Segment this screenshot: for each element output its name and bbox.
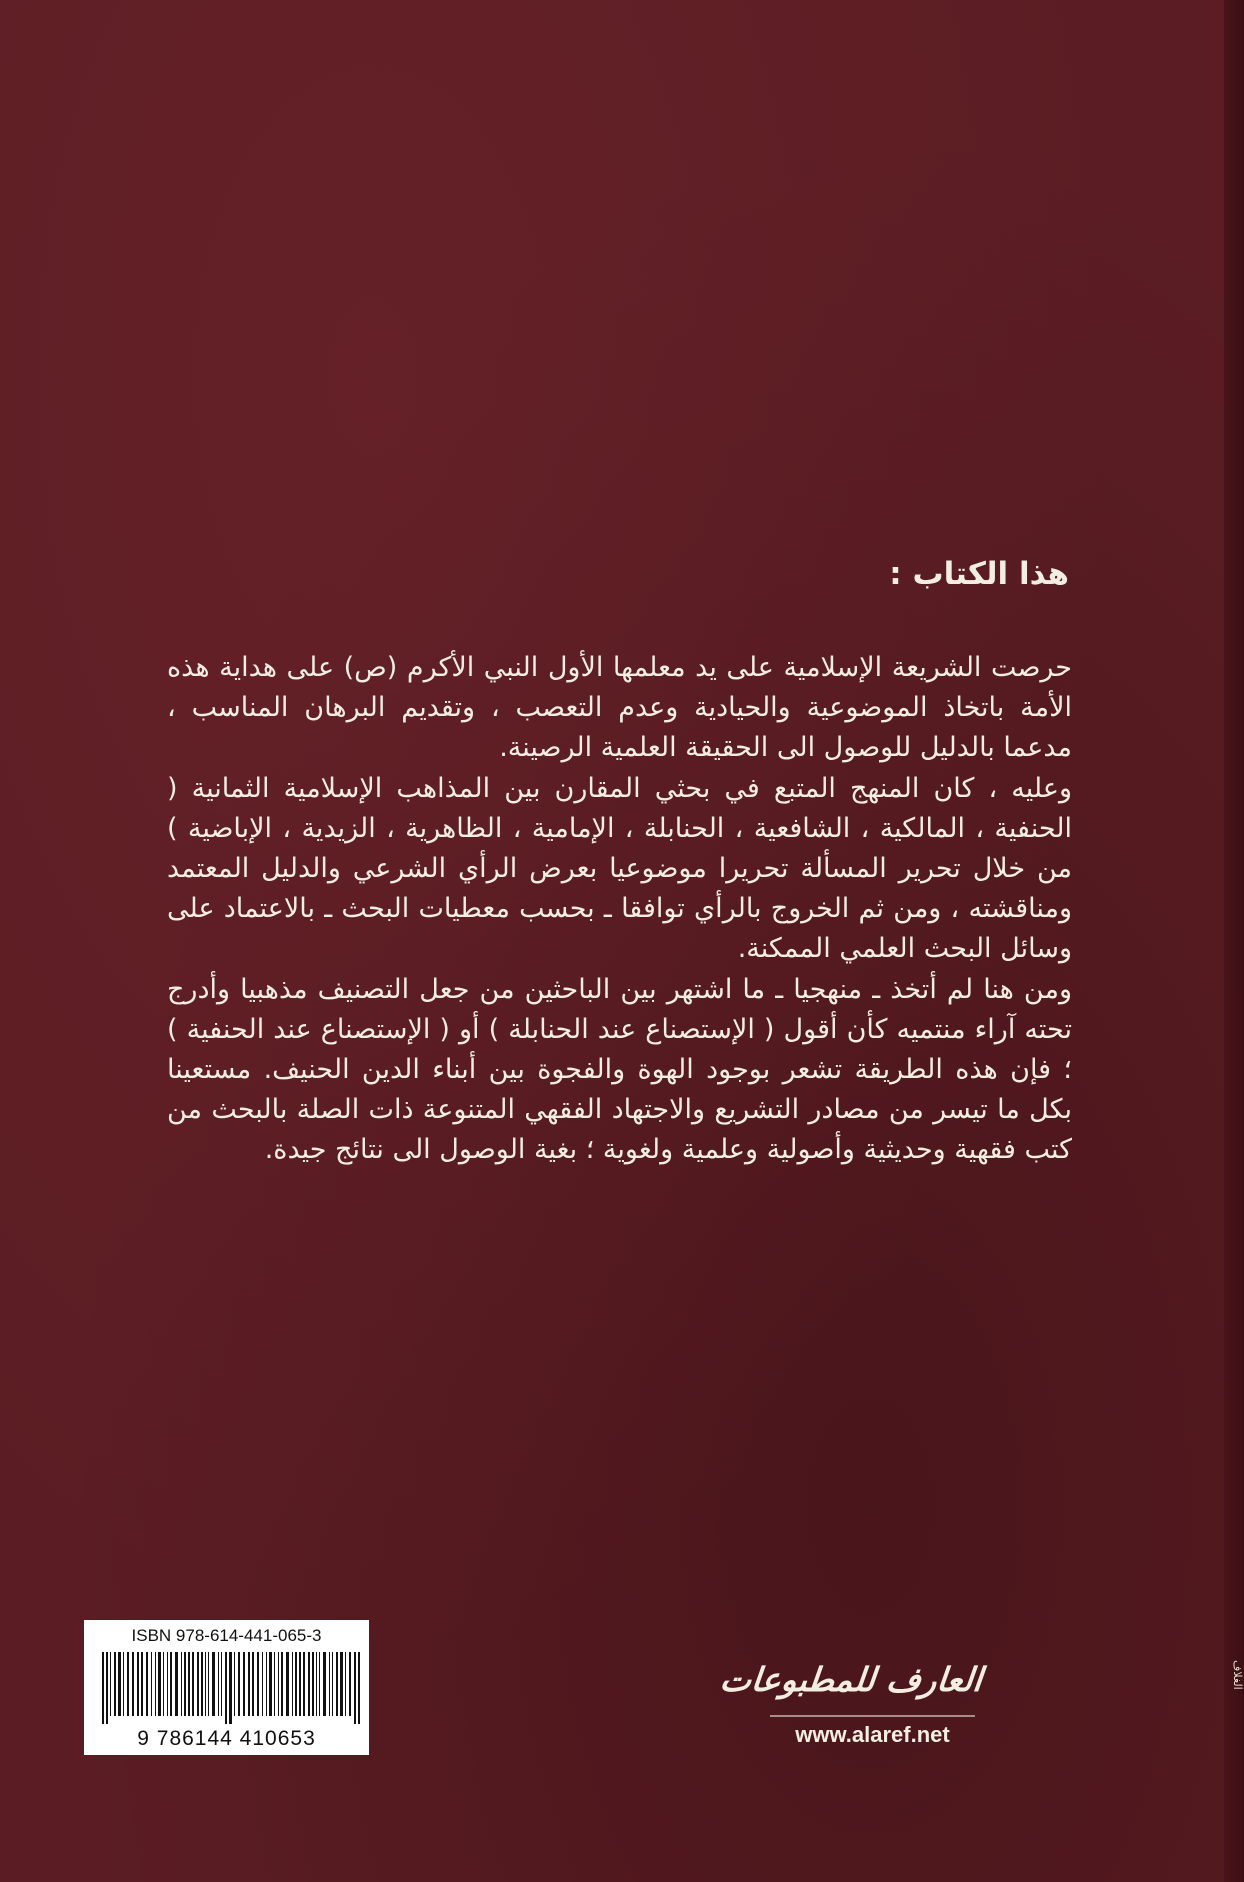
barcode-bar bbox=[123, 1652, 124, 1716]
barcode-bar bbox=[218, 1652, 219, 1716]
spine-credit bbox=[1226, 1660, 1242, 1790]
barcode-bar bbox=[354, 1652, 356, 1724]
barcode-bar bbox=[274, 1652, 275, 1716]
barcode-bar bbox=[252, 1652, 254, 1716]
barcode-bar bbox=[201, 1652, 203, 1716]
barcode-bar bbox=[110, 1652, 111, 1716]
barcode-bar bbox=[257, 1652, 259, 1716]
barcode-bar bbox=[102, 1652, 104, 1724]
barcode-bar bbox=[262, 1652, 263, 1716]
barcode-bar bbox=[221, 1652, 222, 1716]
barcode-bar bbox=[295, 1652, 297, 1716]
barcode-bar bbox=[184, 1652, 186, 1716]
barcode-bar bbox=[205, 1652, 206, 1716]
barcode-bar bbox=[340, 1652, 343, 1716]
barcode-bar bbox=[278, 1652, 279, 1716]
barcode-bar bbox=[312, 1652, 314, 1716]
barcode-bar bbox=[158, 1652, 161, 1716]
barcode-bar bbox=[188, 1652, 190, 1716]
barcode-bar bbox=[316, 1652, 317, 1716]
barcode-bar bbox=[197, 1652, 199, 1716]
barcode-bar bbox=[266, 1652, 267, 1716]
barcode-bar bbox=[329, 1652, 330, 1716]
barcode-bar bbox=[303, 1652, 305, 1716]
barcode-bar bbox=[336, 1652, 338, 1716]
barcode-bar bbox=[308, 1652, 310, 1716]
barcode-bar bbox=[163, 1652, 164, 1716]
barcode-bar bbox=[212, 1652, 215, 1716]
barcode-bar bbox=[319, 1652, 320, 1716]
barcode-bar bbox=[170, 1652, 172, 1716]
blurb-heading: هذا الكتاب : bbox=[889, 556, 1069, 592]
publisher-url: www.alaref.net bbox=[795, 1722, 950, 1747]
barcode-bar bbox=[208, 1652, 209, 1716]
barcode-bar bbox=[167, 1652, 168, 1716]
barcode-bar bbox=[281, 1652, 283, 1716]
barcode-bar bbox=[299, 1652, 301, 1716]
spine-credit-text: الغلاف bbox=[1231, 1660, 1244, 1690]
isbn-barcode bbox=[84, 1620, 369, 1755]
barcode-bar bbox=[106, 1652, 108, 1724]
barcode-bar bbox=[155, 1652, 156, 1716]
barcode-bar bbox=[332, 1652, 333, 1716]
blurb-paragraph-2: وعليه ، كان المنهج المتبع في بحثي المقارن بين المذاهب الإسلامية الثمانية ( الحنفية ، المالكية ، الشافعية ، الحنابلة ، الإمامية ، الظاهرية ، الزيدية ، الإباضية ) من خلال تحرير المسألة تحريرا موضوعيا بعرض الرأي الشرعي والدليل المعتمد ومناقشته ، ومن ثم الخروج بالرأي توافقا ـ بحسب معطيات البحث ـ بالاعتماد على وسائل البحث العلمي الممكنة. bbox=[167, 772, 1072, 965]
barcode-bar bbox=[345, 1652, 346, 1716]
barcode-bar bbox=[269, 1652, 272, 1716]
publisher-logo: العارف للمطبوعات bbox=[718, 1660, 985, 1699]
barcode-bar bbox=[146, 1652, 148, 1716]
barcode-bar bbox=[114, 1652, 116, 1716]
barcode-bar bbox=[229, 1652, 232, 1724]
barcode-bar bbox=[292, 1652, 293, 1716]
barcode-bars bbox=[100, 1652, 362, 1724]
barcode-bar bbox=[234, 1652, 235, 1716]
barcode-bar bbox=[286, 1652, 289, 1716]
barcode-bar bbox=[118, 1652, 121, 1716]
blurb-paragraph-1: حرصت الشريعة الإسلامية على يد معلمها الأول النبي الأكرم (ص) على هداية هذه الأمة باتخاذ الموضوعية والحيادية وعدم التعصب ، وتقديم البرهان المناسب ، مدعما بالدليل للوصول الى الحقيقة العلمية الرصينة. bbox=[167, 652, 1072, 764]
barcode-bar bbox=[132, 1652, 134, 1716]
blurb-paragraph-3: ومن هنا لم أتخذ ـ منهجيا ـ ما اشتهر بين الباحثين من جعل التصنيف مذهبيا وأدرج تحته آراء منتميه كأن أقول ( الإستصناع عند الحنابلة ) أو ( الإستصناع عند الحنفية ) ؛ فإن هذه الطريقة تشعر بوجود الهوة والفجوة بين أبناء الدين الحنيف. مستعينا بكل ما تيسر من مصادر التشريع والاجتهاد الفقهي المتنوعة ذات الصلة بالبحث من كتب فقهية وحديثية وأصولية وعلمية ولغوية ؛ بغية الوصول الى نتائج جيدة. bbox=[167, 973, 1072, 1166]
barcode-bar bbox=[137, 1652, 139, 1716]
spine-edge bbox=[1224, 0, 1244, 1882]
barcode-bar bbox=[225, 1652, 227, 1724]
barcode-bar bbox=[238, 1652, 240, 1716]
barcode-bar bbox=[181, 1652, 182, 1716]
barcode-bar bbox=[141, 1652, 143, 1716]
barcode-number: 9 786144 410653 bbox=[137, 1727, 316, 1750]
barcode-bar bbox=[192, 1652, 194, 1716]
barcode-bar bbox=[248, 1652, 250, 1716]
publisher-logo-rule bbox=[770, 1715, 975, 1717]
blurb-body bbox=[167, 648, 1072, 1171]
barcode-bar bbox=[127, 1652, 129, 1716]
barcode-bar bbox=[243, 1652, 245, 1716]
isbn-label: ISBN 978-614-441-065-3 bbox=[131, 1626, 322, 1645]
barcode-bar bbox=[349, 1652, 351, 1716]
barcode-bar bbox=[323, 1652, 326, 1716]
barcode-bar bbox=[358, 1652, 360, 1724]
barcode-bar bbox=[151, 1652, 152, 1716]
barcode-bar bbox=[175, 1652, 178, 1716]
